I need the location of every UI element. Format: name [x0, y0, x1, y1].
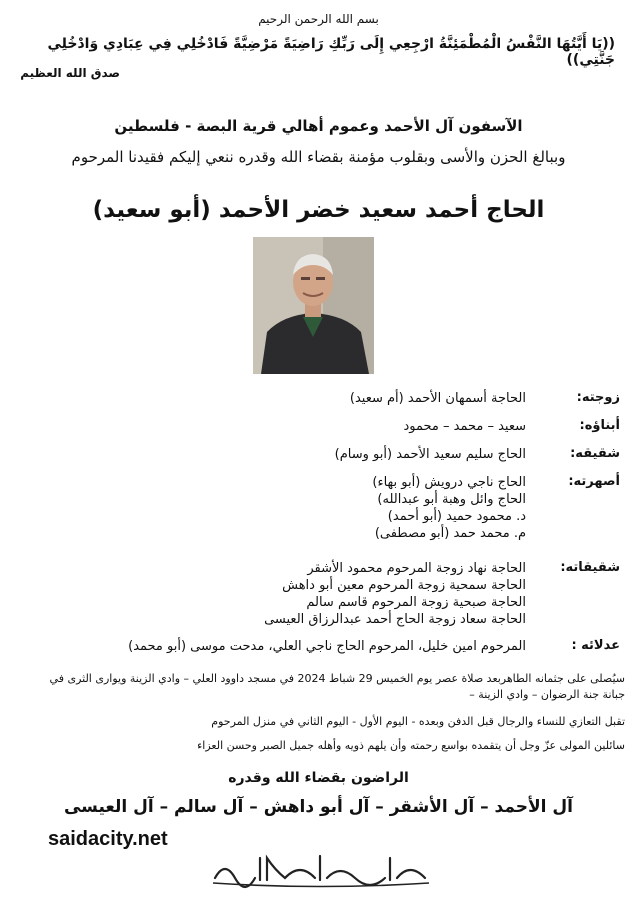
- portrait-image: [253, 237, 374, 374]
- mourning-families: الآسفون آل الأحمد وعموم أهالي قرية البصة - فلسطين: [114, 117, 523, 135]
- website-watermark: saidacity.net: [48, 828, 168, 850]
- list-item: م. محمد حمد (أبو مصطفى): [374, 526, 526, 541]
- list-item: الحاج وائل وهبة أبو عبدالله): [377, 492, 526, 507]
- wife-row: [30, 390, 620, 407]
- announcement-intro: وببالغ الحزن والأسى وبقلوب مؤمنة بقضاء الله وقدره ننعي إليكم فقيدنا المرحوم: [71, 148, 566, 166]
- sisters-label: شقيقاته:: [560, 560, 620, 575]
- resigned-to-fate: الراضون بقضاء الله وقدره: [228, 770, 409, 786]
- deceased-photo: [253, 237, 374, 374]
- condolences-notice: تقبل التعازي للنساء والرجال قبل الدفن وبعده - اليوم الأول - اليوم الثاني في منزل المرحوم: [211, 715, 625, 728]
- list-item: الحاجة سعاد زوجة الحاج أحمد عبدالرزاق العيسى: [264, 612, 526, 627]
- in-laws-list: [30, 474, 546, 542]
- prayer-for-deceased: سائلين المولى عزّ وجل أن يتقمده بواسع رحمته وأن يلهم ذويه وأهله جميل الصبر وحسن العزاء: [197, 739, 625, 752]
- list-item: الحاجة صبحية زوجة المرحوم قاسم سالم: [306, 595, 526, 610]
- in-laws-label: أصهرته:: [568, 474, 620, 489]
- cousins-label: عدلائه :: [571, 638, 620, 653]
- prayer-line-2: جبانة جنة الرضوان – وادي الزينة –: [469, 688, 625, 701]
- brother-row: [30, 446, 620, 463]
- in-laws-row: [30, 474, 620, 542]
- family-houses: آل الأحمد – آل الأشقر – آل أبو داهش – آل سالم – آل العيسى: [63, 797, 573, 817]
- basmala: بسم الله الرحمن الرحيم: [258, 12, 379, 26]
- prayer-details: [20, 671, 625, 703]
- quran-verse: ((يَا أَيَّتُهَا النَّفْسُ الْمُطْمَئِنَّةُ ارْجِعِي إِلَى رَبِّكِ رَاضِيَةً مَرْضِيَّةً فَادْخُلِي فِي عِبَادِي وَادْخُلِي جَنَّتِي)): [47, 36, 615, 68]
- brother-value: الحاج سليم سعيد الأحمد (أبو وسام): [334, 447, 526, 462]
- sons-value: سعيد – محمد – محمود: [403, 419, 526, 434]
- list-item: الحاجة سمحية زوجة المرحوم معين أبو داهش: [282, 578, 526, 593]
- calligraphy-image: [205, 850, 435, 890]
- prayer-line-1: سيُصلى على جثمانه الطاهربعد صلاة عصر يوم الخميس 29 شباط 2024 في مسجد داوود العلي – وادي الزينة ويوارى الثرى في: [49, 672, 625, 685]
- list-item: د. محمود حميد (أبو أحمد): [387, 509, 526, 524]
- brother-label: شقيقه:: [570, 446, 620, 461]
- wife-value: الحاجة أسمهان الأحمد (أم سعيد): [349, 391, 526, 406]
- calligraphy-inna-lillah: [205, 850, 435, 890]
- sadaq-allah: صدق الله العظيم: [20, 66, 120, 80]
- cousins-value: المرحوم امين خليل، المرحوم الحاج ناجي العلي، مدحت موسى (أبو محمد): [128, 639, 526, 654]
- cousins-row: [30, 638, 620, 655]
- list-item: الحاجة نهاد زوجة المرحوم محمود الأشقر: [307, 561, 526, 576]
- list-item: الحاج ناجي درويش (أبو بهاء): [372, 475, 526, 490]
- sisters-list: [30, 560, 546, 628]
- wife-label: زوجته:: [576, 390, 620, 405]
- deceased-name: الحاج أحمد سعيد خضر الأحمد (أبو سعيد): [92, 197, 545, 223]
- sons-row: [30, 418, 620, 435]
- sons-label: أبناؤه:: [579, 418, 620, 433]
- sisters-row: [30, 560, 620, 628]
